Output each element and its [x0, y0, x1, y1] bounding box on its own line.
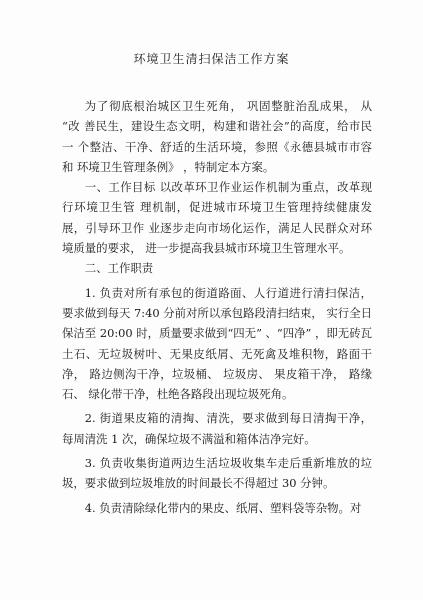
- document-title: 环境卫生清扫保洁工作方案: [133, 52, 290, 66]
- paragraph-work-goal: 一、工作目标 以改革环卫作业运作机制为重点，改革现行环境卫生管 理机制，促进城市环境卫生管理持续健康发展，引导环卫作 业逐步走向市场化运作，满足人民群众对环境质量的要求， 进一步提高我县城市环境卫生管理水平。: [62, 180, 372, 256]
- document-body: [62, 96, 372, 518]
- paragraph-duty-1: 1. 负责对所有承包的街道路面、人行道进行清扫保洁，要求做到每天 7:40 分前对所以承包路段清扫结束， 实行全日 保洁至 20:00 时，质量要求做到“四无” 、“四净” ，即无砖瓦 土石、无垃圾树叶、无果皮纸屑、无死禽及堆积物，路面干 净， 路边侧沟干净，垃圾桶、 垃圾房、 果皮箱干净， 路缘石、 绿化带干净，杜绝各路段出现垃圾死角。: [62, 285, 372, 402]
- paragraph-duty-2: 2. 街道果皮箱的清掏、清洗，要求做到每日清掏干净，每周清洗 1 次，确保垃圾不满溢和箱体洁净完好。: [62, 411, 372, 446]
- paragraph-preamble: 为了彻底根治城区卫生死角， 巩固整脏治乱成果， 从 “改 善民生，建设生态文明，构建和谐社会”的高度，给市民一 个整洁、干净、舒适的生活环境，参照《永德县城市市容和 环境卫生管理条例》 ，特制定本方案。: [62, 99, 372, 174]
- paragraph-duty-4: 4. 负责清除绿化带内的果皮、纸屑、塑料袋等杂物。对: [84, 500, 362, 515]
- paragraph-duty-3: 3. 负责收集街道两边生活垃圾收集车走后重新堆放的垃圾，要求做到垃圾堆放的时间最长不得超过 30 分钟。: [62, 456, 372, 491]
- section-heading-duties: 二、工作职责: [84, 261, 154, 276]
